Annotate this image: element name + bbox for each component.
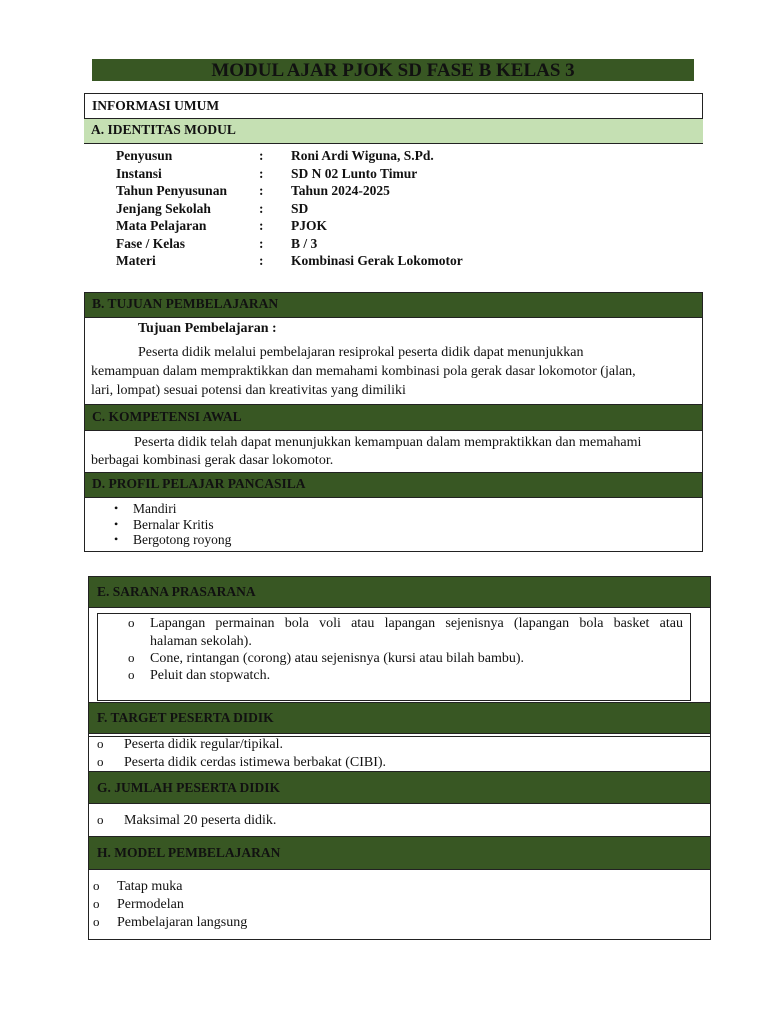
model-item: Permodelan — [117, 897, 184, 912]
kompetensi-text-line: Peserta didik telah dapat menunjukkan kemampuan dalam mempraktikkan dan memahami — [134, 435, 642, 450]
jumlah-heading: G. JUMLAH PESERTA DIDIK — [97, 780, 281, 795]
list-item — [114, 532, 232, 548]
identitas-label: Mata Pelajaran — [116, 218, 207, 233]
profil-item-label: Bergotong royong — [133, 532, 232, 547]
identitas-heading-bar — [84, 119, 703, 144]
profil-heading: D. PROFIL PELAJAR PANCASILA — [92, 476, 306, 491]
identitas-value: SD N 02 Lunto Timur — [291, 165, 418, 181]
kompetensi-heading-bar — [84, 404, 703, 431]
bullet-icon: • — [114, 516, 119, 531]
circle-bullet-icon: o — [93, 914, 100, 929]
sarana-item-line: Peluit dan stopwatch. — [150, 668, 271, 683]
circle-bullet-icon: o — [97, 736, 104, 751]
tujuan-heading: B. TUJUAN PEMBELAJARAN — [92, 296, 279, 311]
circle-bullet-icon: o — [128, 615, 135, 630]
identitas-colon: : — [259, 183, 264, 198]
model-heading-bar — [88, 836, 711, 870]
identitas-colon: : — [259, 253, 264, 268]
tujuan-text-line: Peserta didik melalui pembelajaran resiprokal peserta didik dapat menunjukkan — [138, 345, 584, 360]
profil-item-label: Bernalar Kritis — [133, 516, 214, 532]
tujuan-heading-bar — [84, 292, 703, 318]
identitas-label: Materi — [116, 253, 156, 268]
identitas-label: Penyusun — [116, 148, 173, 163]
target-item: Peserta didik cerdas istimewa berbakat (CIBI). — [124, 755, 387, 770]
identitas-colon: : — [259, 235, 264, 251]
target-item: Peserta didik regular/tipikal. — [124, 737, 284, 752]
jumlah-item: Maksimal 20 peserta didik. — [124, 813, 277, 828]
profil-heading-bar — [84, 472, 703, 498]
tujuan-text-line: kemampuan dalam mempraktikkan dan memahami kombinasi pola gerak dasar lokomotor (jalan, — [91, 364, 636, 379]
circle-bullet-icon: o — [97, 754, 104, 769]
sarana-item-line: Lapangan permainan bola voli atau lapangan sejenisnya (lapangan bola basket atau — [150, 616, 683, 631]
identitas-label: Instansi — [116, 165, 162, 181]
identitas-label: Tahun Penyusunan — [116, 183, 227, 198]
identitas-value: PJOK — [291, 218, 327, 233]
circle-bullet-icon: o — [93, 896, 100, 911]
tujuan-text-line: lari, lompat) sesuai potensi dan kreativitas yang dimiliki — [91, 383, 406, 398]
identitas-value: Roni Ardi Wiguna, S.Pd. — [291, 148, 434, 163]
sarana-heading-bar — [88, 576, 711, 608]
kompetensi-heading: C. KOMPETENSI AWAL — [92, 409, 242, 424]
model-item: Pembelajaran langsung — [117, 915, 248, 930]
bullet-icon: • — [114, 532, 119, 546]
informasi-umum-header-box — [84, 93, 703, 119]
jumlah-heading-bar — [88, 771, 711, 804]
identitas-value: Kombinasi Gerak Lokomotor — [291, 253, 463, 268]
informasi-umum-label: INFORMASI UMUM — [92, 98, 220, 113]
target-heading: F. TARGET PESERTA DIDIK — [97, 710, 274, 725]
tujuan-subheading: Tujuan Pembelajaran : — [138, 321, 277, 336]
identitas-label: Fase / Kelas — [116, 235, 185, 251]
model-heading: H. MODEL PEMBELAJARAN — [97, 845, 281, 860]
circle-bullet-icon: o — [128, 650, 135, 665]
identitas-heading: A. IDENTITAS MODUL — [91, 122, 236, 137]
list-item — [114, 501, 231, 517]
sarana-item-line: halaman sekolah). — [150, 634, 252, 649]
sarana-heading: E. SARANA PRASARANA — [97, 584, 256, 599]
profil-list — [114, 501, 232, 548]
identitas-value: SD — [291, 200, 309, 216]
identitas-value: B / 3 — [291, 235, 318, 251]
sarana-item-line: Cone, rintangan (corong) atau sejenisnya (kursi atau bilah bambu). — [150, 651, 524, 666]
model-item: Tatap muka — [117, 879, 183, 894]
identitas-label: Jenjang Sekolah — [116, 200, 211, 216]
identitas-colon: : — [259, 218, 264, 233]
circle-bullet-icon: o — [128, 667, 135, 682]
kompetensi-text-line: berbagai kombinasi gerak dasar lokomotor. — [91, 453, 334, 468]
bullet-icon: • — [114, 501, 119, 515]
target-heading-bar — [88, 702, 711, 734]
circle-bullet-icon: o — [97, 812, 104, 827]
document-title: MODUL AJAR PJOK SD FASE B KELAS 3 — [92, 59, 694, 81]
profil-item-label: Mandiri — [133, 501, 177, 516]
identitas-colon: : — [259, 200, 264, 216]
identitas-colon: : — [259, 148, 264, 163]
list-item — [114, 516, 231, 533]
identitas-value: Tahun 2024-2025 — [291, 183, 390, 198]
identitas-colon: : — [259, 165, 264, 181]
circle-bullet-icon: o — [93, 878, 100, 893]
